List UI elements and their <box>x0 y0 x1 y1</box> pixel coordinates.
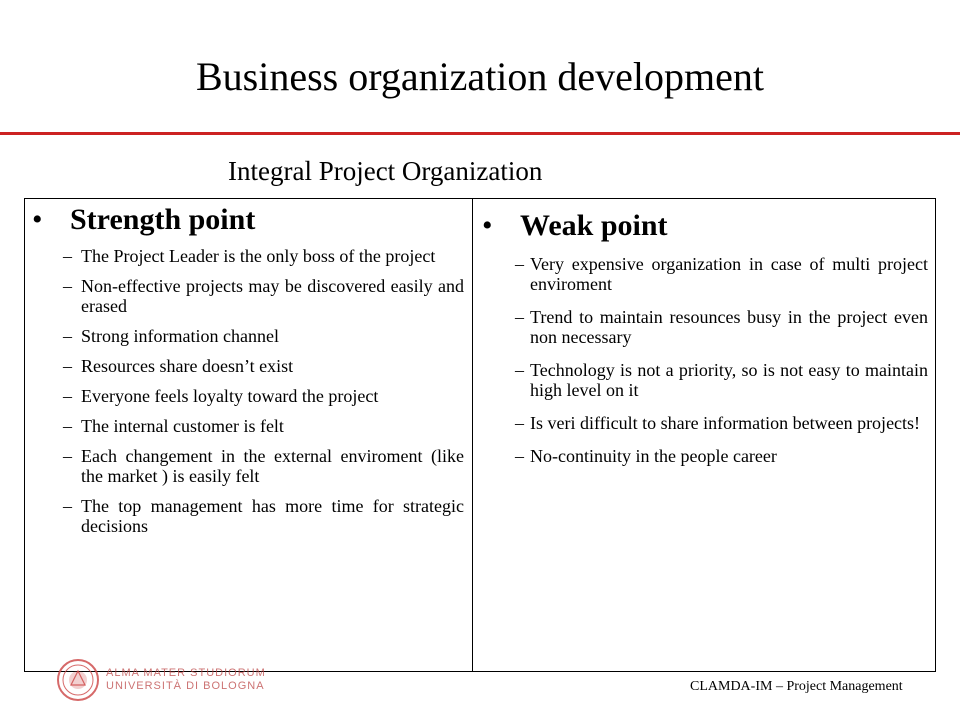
logo-line-2: UNIVERSITÀ DI BOLOGNA <box>106 680 265 692</box>
dash: – <box>515 307 524 327</box>
list-item-text: Each changement in the external enviroment (like the market ) is easily felt <box>81 446 464 486</box>
logo-text <box>106 667 266 693</box>
bullet: • <box>482 209 493 242</box>
list-item <box>32 496 464 536</box>
weak-heading-text: Weak point <box>520 209 668 242</box>
list-item <box>32 356 464 376</box>
list-item <box>32 246 464 266</box>
list-item <box>482 360 928 400</box>
university-logo <box>56 658 266 702</box>
list-item <box>482 254 928 294</box>
weak-column <box>482 206 928 479</box>
dash: – <box>63 446 72 466</box>
list-item <box>482 413 928 433</box>
dash: – <box>63 246 72 266</box>
dash: – <box>515 360 524 380</box>
strength-heading <box>32 200 464 240</box>
strength-heading-text: Strength point <box>70 203 256 236</box>
column-divider <box>472 198 473 672</box>
list-item <box>32 416 464 436</box>
list-item-text: Everyone feels loyalty toward the project <box>81 386 379 406</box>
dash: – <box>515 446 524 466</box>
list-item-text: Trend to maintain resounces busy in the project even non necessary <box>530 307 928 347</box>
slide-title: Business organization development <box>195 54 765 99</box>
dash: – <box>63 416 72 436</box>
list-item-text: Technology is not a priority, so is not easy to maintain high level on it <box>530 360 928 400</box>
list-item-text: Resources share doesn’t exist <box>81 356 294 376</box>
slide-subtitle: Integral Project Organization <box>228 156 543 186</box>
dash: – <box>63 276 72 296</box>
list-item <box>482 307 928 347</box>
list-item <box>482 446 928 466</box>
list-item <box>32 276 464 316</box>
list-item-text: The internal customer is felt <box>81 416 284 436</box>
list-item-text: The top management has more time for strategic decisions <box>81 496 464 536</box>
list-item-text: Very expensive organization in case of multi project enviroment <box>530 254 928 294</box>
list-item <box>32 326 464 346</box>
bullet: • <box>32 203 43 236</box>
list-item <box>32 386 464 406</box>
dash: – <box>63 326 72 346</box>
dash: – <box>63 386 72 406</box>
footer-text: CLAMDA-IM – Project Management <box>690 679 903 694</box>
list-item-text: The Project Leader is the only boss of the project <box>81 246 436 266</box>
strength-list <box>32 246 464 536</box>
dash: – <box>515 254 524 274</box>
list-item-text: Is veri difficult to share information between projects! <box>530 413 921 433</box>
list-item <box>32 446 464 486</box>
dash: – <box>63 496 72 516</box>
weak-heading <box>482 206 928 246</box>
weak-list <box>482 254 928 466</box>
list-item-text: No-continuity in the people career <box>530 446 777 466</box>
strength-column <box>32 200 464 546</box>
university-seal-icon <box>56 658 100 702</box>
logo-line-1: ALMA MATER STUDIORUM <box>106 667 266 679</box>
title-rule <box>0 132 960 135</box>
list-item-text: Strong information channel <box>81 326 279 346</box>
dash: – <box>63 356 72 376</box>
list-item-text: Non-effective projects may be discovered easily and erased <box>81 276 464 316</box>
dash: – <box>515 413 524 433</box>
